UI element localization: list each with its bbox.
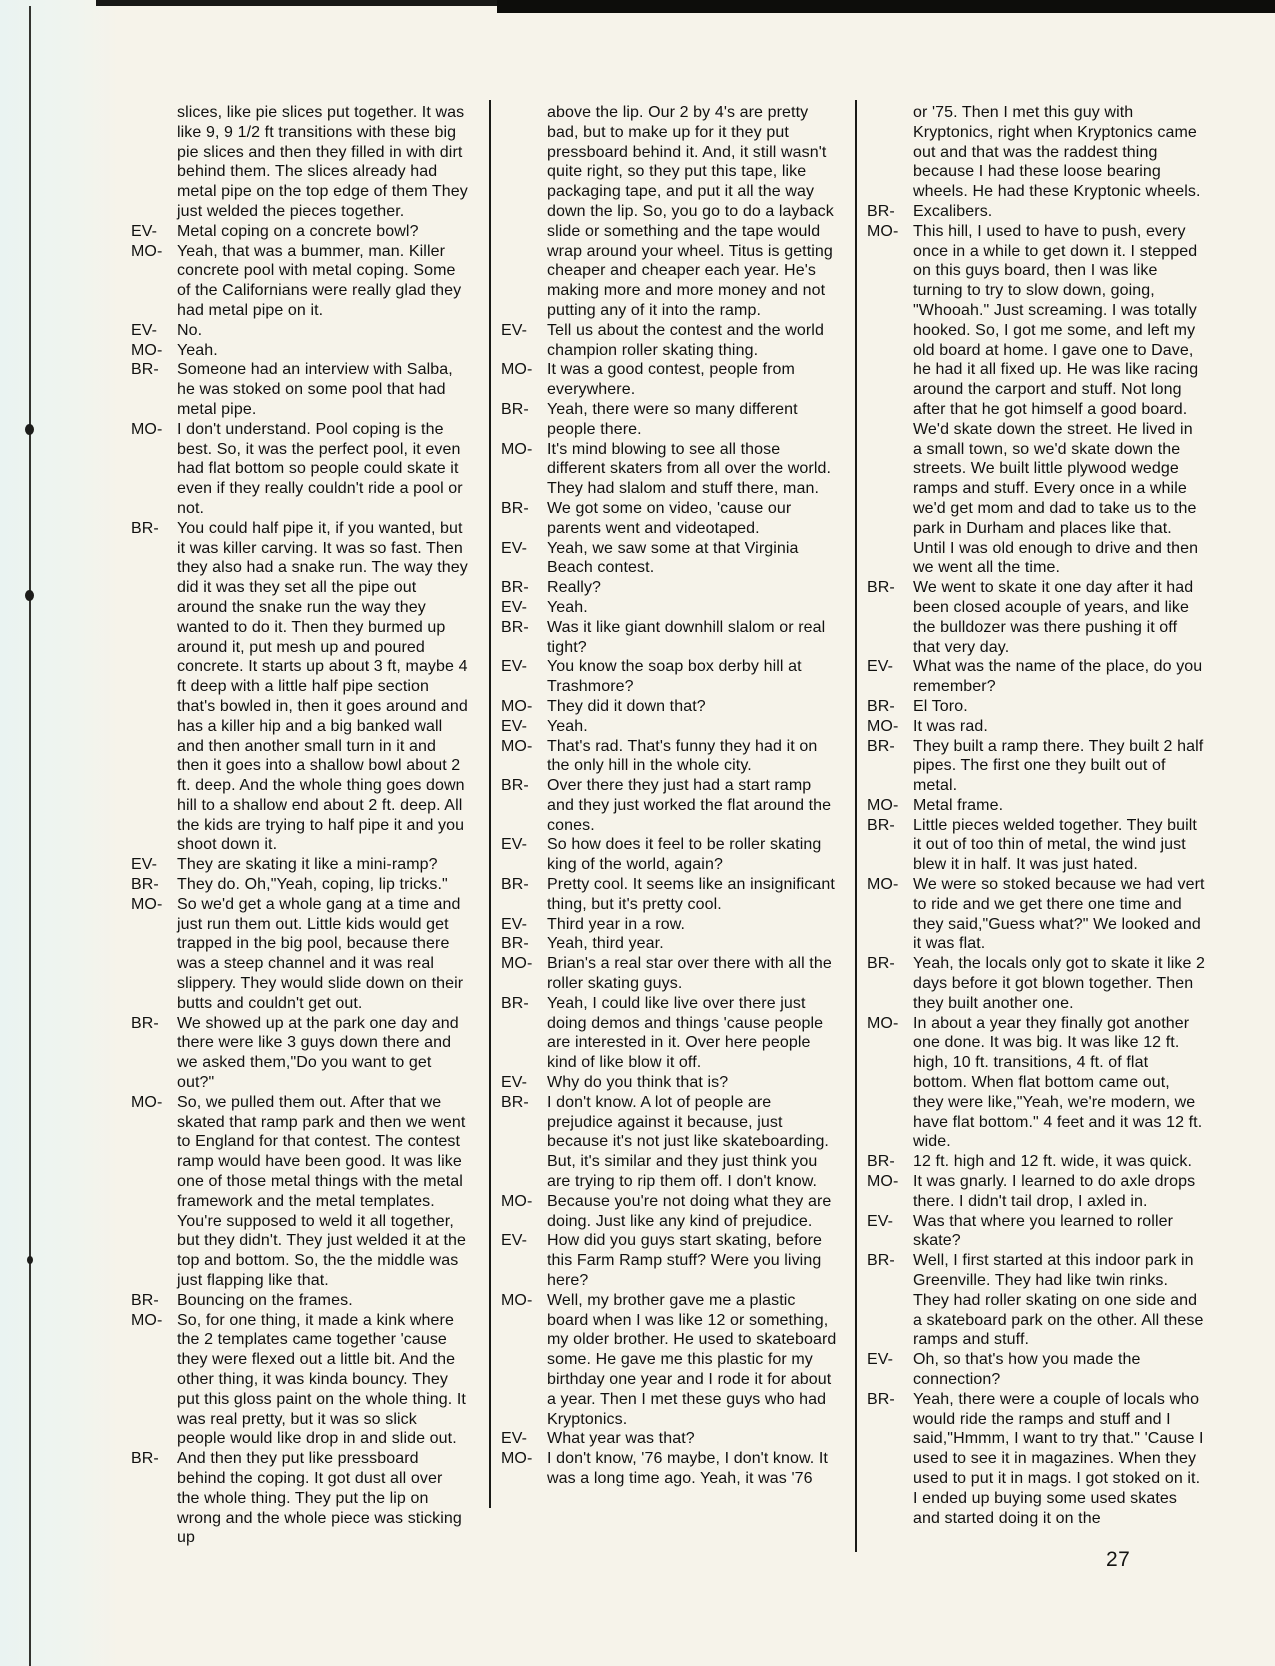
transcript-entry xyxy=(131,242,469,321)
dialogue-text: Was that where you learned to roller skate? xyxy=(913,1212,1174,1250)
transcript-entry xyxy=(501,499,839,539)
dialogue-text: We showed up at the park one day and there were like 3 guys down there and we asked them,"Do you want to get out?" xyxy=(177,1014,459,1092)
transcript-entry xyxy=(131,855,469,875)
dialogue-text: Yeah, there were a couple of locals who would ride the ramps and stuff and I said,"Hmmm, I want to try that." 'Cause I used to see it in magazines. When they used to put it in mags. I got stoked on it. I ended up buying some used skates and started doing it on the xyxy=(913,1390,1204,1527)
dialogue-text: Yeah. xyxy=(177,341,218,359)
transcript-entry xyxy=(867,1350,1205,1390)
transcript-entry xyxy=(501,835,839,875)
transcript-entry xyxy=(131,360,469,419)
speaker-label: BR- xyxy=(501,935,529,953)
dialogue-text: Excalibers. xyxy=(913,202,993,220)
transcript-entry xyxy=(867,875,1205,954)
transcript-entry xyxy=(501,1192,839,1232)
dialogue-text: We went to skate it one day after it had been closed acouple of years, and like the bulldozer was there pushing it off that very day. xyxy=(913,579,1194,656)
transcript-entry xyxy=(867,737,1205,796)
transcript-entry xyxy=(501,717,839,737)
transcript-entry xyxy=(501,697,839,717)
transcript-entry xyxy=(867,1390,1205,1529)
speaker-label: BR- xyxy=(501,777,529,795)
speaker-label: EV- xyxy=(501,321,528,339)
page-number: 27 xyxy=(1106,1548,1131,1571)
speaker-label: BR- xyxy=(501,994,529,1012)
transcript-entry xyxy=(501,915,839,935)
transcript-entry xyxy=(501,1449,839,1489)
dialogue-text: Yeah. xyxy=(547,717,588,735)
transcript-entry xyxy=(867,816,1205,875)
speaker-label: BR- xyxy=(131,876,159,894)
speaker-label: BR- xyxy=(131,1014,159,1032)
dialogue-text: Tell us about the contest and the world champion roller skating thing. xyxy=(547,321,824,359)
speaker-label: MO- xyxy=(867,876,899,894)
transcript-entry xyxy=(501,657,839,697)
transcript-entry xyxy=(501,440,839,499)
spine-ink-blob xyxy=(25,424,34,435)
dialogue-text: Oh, so that's how you made the connection? xyxy=(913,1351,1141,1388)
speaker-label: BR- xyxy=(867,1153,895,1171)
dialogue-text: They are skating it like a mini-ramp? xyxy=(177,856,438,874)
transcript-entry xyxy=(131,420,469,519)
speaker-label: BR- xyxy=(131,1291,159,1309)
dialogue-text: Because you're not doing what they are doing. Just like any kind of prejudice. xyxy=(547,1192,832,1230)
speaker-label: BR- xyxy=(867,202,895,220)
speaker-label: MO- xyxy=(501,1192,533,1210)
transcript-entry xyxy=(131,103,469,222)
transcript-entry xyxy=(131,1311,469,1450)
transcript-entry xyxy=(501,578,839,598)
transcript-entry xyxy=(501,360,839,400)
speaker-label: BR- xyxy=(501,1093,529,1111)
dialogue-text: So how does it feel to be roller skating king of the world, again? xyxy=(547,836,822,874)
transcript-entry xyxy=(867,103,1205,202)
transcript-entry xyxy=(867,697,1205,717)
speaker-label: BR- xyxy=(501,876,529,894)
speaker-label: BR- xyxy=(867,955,895,973)
column-divider xyxy=(855,100,857,1552)
transcript-entry xyxy=(501,776,839,835)
dialogue-text: Little pieces welded together. They built it out of too thin of metal, the wind just blew it in half. It was just hated. xyxy=(913,816,1197,874)
speaker-label: EV- xyxy=(501,836,528,854)
speaker-label: BR- xyxy=(867,579,895,597)
transcript-entry xyxy=(501,875,839,915)
dialogue-text: Yeah, there were so many different people there. xyxy=(547,400,798,438)
dialogue-text: or '75. Then I met this guy with Kryptonics, right when Kryptonics came out and that was the raddest thing because I had these loose bearing wheels. He had these Kryptonic wheels. xyxy=(913,104,1201,201)
transcript-entry xyxy=(501,1093,839,1192)
speaker-label: MO- xyxy=(501,955,533,973)
speaker-label: BR- xyxy=(867,697,895,715)
speaker-label: BR- xyxy=(501,579,529,597)
transcript-entry xyxy=(867,1172,1205,1212)
transcript-entry xyxy=(501,1429,839,1449)
dialogue-text: What year was that? xyxy=(547,1430,695,1448)
dialogue-text: Why do you think that is? xyxy=(547,1074,729,1092)
transcript-entry xyxy=(867,1014,1205,1153)
transcript-column-2 xyxy=(501,103,839,1489)
page-edge-tint xyxy=(0,0,120,1666)
speaker-label: EV- xyxy=(501,717,528,735)
dialogue-text: Someone had an interview with Salba, he was stoked on some pool that had metal pipe. xyxy=(177,361,453,418)
dialogue-text: It was a good contest, people from everywhere. xyxy=(547,361,795,399)
speaker-label: MO- xyxy=(131,1311,163,1329)
dialogue-text: Pretty cool. It seems like an insignificant thing, but it's pretty cool. xyxy=(547,876,835,913)
speaker-label: BR- xyxy=(131,361,159,379)
dialogue-text: So, we pulled them out. After that we skated that ramp park and then we went to England for that contest. The contest ramp would have been good. It was like one of those metal things with the metal framework and the metal templates. You're supposed to weld it all together, but they didn't. They just welded it at the top and bottom. So, the the middle was just flapping like that. xyxy=(177,1093,467,1290)
dialogue-text: It was gnarly. I learned to do axle drops there. I didn't tail drop, I axled in. xyxy=(913,1173,1196,1210)
dialogue-text: That's rad. That's funny they had it on the only hill in the whole city. xyxy=(547,737,818,775)
dialogue-text: Third year in a row. xyxy=(547,915,686,933)
speaker-label: MO- xyxy=(131,242,163,260)
dialogue-text: How did you guys start skating, before this Farm Ramp stuff? Were you living here? xyxy=(547,1232,823,1290)
speaker-label: BR- xyxy=(501,400,529,418)
dialogue-text: This hill, I used to have to push, every once in a while to get down it. I stepped on this guys board, then I was like turning to try to slow down, going, "Whooah." Just screaming. I was totally hooked. So, I got me some, and left my old board at home. I gave one to Dave, he had it all fixed up. He was like racing around the carport and stuff. Not long after that he got himself a good board. We'd skate down the street. He lived in a small town, so we'd skate down the streets. We built little plywood wedge ramps and stuff. Every once in a while we'd get mom and dad to take us to the park in Durham and places like that. Until I was old enough to drive and then we went all the time. xyxy=(913,222,1199,577)
dialogue-text: What was the name of the place, do you remember? xyxy=(913,658,1203,696)
speaker-label: MO- xyxy=(867,796,899,814)
transcript-entry xyxy=(131,1449,469,1548)
speaker-label: BR- xyxy=(131,519,159,537)
dialogue-text: No. xyxy=(177,321,203,339)
dialogue-text: They did it down that? xyxy=(547,697,706,715)
dialogue-text: Well, my brother gave me a plastic board when I was like 12 or something, my older brother. He used to skateboard some. He gave me this plastic for my birthday one year and I rode it for about a year. Then I met these guys who had Kryptonics. xyxy=(547,1291,837,1428)
transcript-entry xyxy=(131,1093,469,1291)
transcript-entry xyxy=(131,875,469,895)
transcript-entry xyxy=(501,103,839,321)
speaker-label: EV- xyxy=(501,658,528,676)
dialogue-text: slices, like pie slices put together. It was like 9, 9 1/2 ft transitions with these big pie slices and then they filled in with dirt behind them. The slices already had metal pipe on the top edge of them They just welded the pieces together. xyxy=(177,104,468,220)
speaker-label: MO- xyxy=(867,1173,899,1191)
transcript-column-3 xyxy=(867,103,1205,1528)
speaker-label: MO- xyxy=(867,1014,899,1032)
dialogue-text: Yeah, that was a bummer, man. Killer concrete pool with metal coping. Some of the Californians were really glad they had metal pipe on it. xyxy=(177,242,462,319)
dialogue-text: above the lip. Our 2 by 4's are pretty bad, but to make up for it they put pressboard behind it. And, it still wasn't quite right, so they put this tape, like packaging tape, and put it all the way down the lip. So, you go to do a layback slide or something and the tape would wrap around your wheel. Titus is getting cheaper and cheaper each year. He's making more and more money and not putting any of it into the ramp. xyxy=(547,104,834,319)
transcript-entry xyxy=(501,994,839,1073)
dialogue-text: Was it like giant downhill slalom or real tight? xyxy=(547,618,826,656)
dialogue-text: Yeah, we saw some at that Virginia Beach contest. xyxy=(547,539,799,577)
spine-line xyxy=(29,6,31,1666)
dialogue-text: I don't understand. Pool coping is the best. So, it was the perfect pool, it even had flat bottom so people could skate it even if they really couldn't ride a pool or not. xyxy=(177,420,463,517)
speaker-label: BR- xyxy=(867,1390,895,1408)
speaker-label: EV- xyxy=(131,856,158,874)
speaker-label: MO- xyxy=(867,717,899,735)
speaker-label: BR- xyxy=(131,1450,159,1468)
transcript-entry xyxy=(501,1073,839,1093)
transcript-entry xyxy=(131,1014,469,1093)
speaker-label: EV- xyxy=(867,658,894,676)
dialogue-text: It's mind blowing to see all those different skaters from all over the world. They had slalom and stuff there, man. xyxy=(547,440,832,498)
transcript-entry xyxy=(131,1291,469,1311)
speaker-label: EV- xyxy=(501,1232,528,1250)
speaker-label: EV- xyxy=(501,915,528,933)
dialogue-text: Yeah. xyxy=(547,598,588,616)
top-edge-scan-bar-thick xyxy=(497,0,1275,13)
speaker-label: EV- xyxy=(131,321,158,339)
speaker-label: MO- xyxy=(501,737,533,755)
transcript-entry xyxy=(501,400,839,440)
dialogue-text: Yeah, I could like live over there just doing demos and things 'cause people are interested in it. Over here people kind of like blow it off. xyxy=(547,994,824,1072)
speaker-label: MO- xyxy=(131,895,163,913)
transcript-entry xyxy=(501,954,839,994)
dialogue-text: In about a year they finally got another one done. It was big. It was like 12 ft. high, 10 ft. transitions, 4 ft. of flat bottom. When flat bottom came out, they were like,"Yeah, we're modern, we have flat bottom." 4 feet and it was 12 ft. wide. xyxy=(913,1014,1203,1151)
transcript-entry xyxy=(501,1291,839,1430)
speaker-label: EV- xyxy=(867,1351,894,1369)
dialogue-text: You could half pipe it, if you wanted, but it was killer carving. It was so fast. Then they also had a snake run. The way they did it was they set all the pipe out around the snake run the way they wanted to do it. Then they burmed up around it, put mesh up and poured concrete. It starts up about 3 ft, maybe 4 ft deep with a little half pipe section that's bowled in, then it goes around and has a killer hip and a big banked wall and then another small turn in it and then it goes into a shallow bowl about 2 ft. deep. And the whole thing goes down hill to a shallow end about 2 ft. deep. All the kids are trying to half pipe it and you shoot down it. xyxy=(177,519,468,854)
transcript-entry xyxy=(501,321,839,361)
transcript-entry xyxy=(867,657,1205,697)
dialogue-text: 12 ft. high and 12 ft. wide, it was quick. xyxy=(913,1153,1193,1171)
spine-ink-blob xyxy=(27,1256,33,1264)
transcript-entry xyxy=(131,519,469,856)
speaker-label: BR- xyxy=(867,1252,895,1270)
transcript-entry xyxy=(501,934,839,954)
dialogue-text: We got some on video, 'cause our parents went and videotaped. xyxy=(547,499,792,537)
speaker-label: MO- xyxy=(131,420,163,438)
speaker-label: EV- xyxy=(131,222,158,240)
transcript-entry xyxy=(867,202,1205,222)
speaker-label: BR- xyxy=(501,499,529,517)
transcript-entry xyxy=(867,578,1205,657)
dialogue-text: It was rad. xyxy=(913,717,988,735)
speaker-label: BR- xyxy=(867,737,895,755)
transcript-entry xyxy=(867,954,1205,1013)
dialogue-text: Metal frame. xyxy=(913,796,1004,814)
spine-ink-blob xyxy=(25,590,34,601)
dialogue-text: Yeah, third year. xyxy=(547,935,664,953)
transcript-entry xyxy=(131,222,469,242)
dialogue-text: They do. Oh,"Yeah, coping, lip tricks." xyxy=(177,876,448,894)
dialogue-text: I don't know. A lot of people are prejudice against it because, just because it's not just like skateboarding. But, it's similar and they just think you are trying to rip them off. I don't know. xyxy=(547,1093,829,1191)
transcript-entry xyxy=(501,539,839,579)
dialogue-text: Really? xyxy=(547,579,602,597)
dialogue-text: We were so stoked because we had vert to ride and we get there one time and they said,"Guess what?" We looked and it was flat. xyxy=(913,876,1205,953)
dialogue-text: Over there they just had a start ramp and they just worked the flat around the cones. xyxy=(547,777,832,834)
dialogue-text: So we'd get a whole gang at a time and just run them out. Little kids would get trapped in the big pool, because there was a steep channel and it was real slippery. They would slide down on their butts and couldn't get out. xyxy=(177,895,464,1012)
dialogue-text: El Toro. xyxy=(913,697,968,715)
speaker-label: EV- xyxy=(501,598,528,616)
transcript-entry xyxy=(131,321,469,341)
speaker-label: MO- xyxy=(501,1291,533,1309)
transcript-entry xyxy=(867,1212,1205,1252)
dialogue-text: Metal coping on a concrete bowl? xyxy=(177,222,419,240)
dialogue-text: Bouncing on the frames. xyxy=(177,1291,353,1309)
transcript-entry xyxy=(131,895,469,1014)
speaker-label: MO- xyxy=(131,1093,163,1111)
speaker-label: EV- xyxy=(501,539,528,557)
speaker-label: MO- xyxy=(501,440,533,458)
dialogue-text: They built a ramp there. They built 2 half pipes. The first one they built out of metal. xyxy=(913,737,1204,795)
transcript-column-1 xyxy=(131,103,469,1548)
dialogue-text: Well, I first started at this indoor park in Greenville. They had like twin rinks. They had roller skating on one side and a skateboard park on the other. All these ramps and stuff. xyxy=(913,1252,1204,1349)
dialogue-text: You know the soap box derby hill at Trashmore? xyxy=(547,658,802,696)
speaker-label: MO- xyxy=(501,1450,533,1468)
speaker-label: MO- xyxy=(501,361,533,379)
speaker-label: MO- xyxy=(131,341,163,359)
speaker-label: MO- xyxy=(867,222,899,240)
transcript-entry xyxy=(501,737,839,777)
transcript-entry xyxy=(501,1231,839,1290)
transcript-entry xyxy=(131,341,469,361)
speaker-label: EV- xyxy=(501,1430,528,1448)
transcript-entry xyxy=(867,1251,1205,1350)
speaker-label: EV- xyxy=(501,1074,528,1092)
speaker-label: BR- xyxy=(867,816,895,834)
dialogue-text: Yeah, the locals only got to skate it like 2 days before it got blown together. Then they built another one. xyxy=(913,955,1205,1012)
transcript-entry xyxy=(501,598,839,618)
transcript-entry xyxy=(867,222,1205,578)
speaker-label: BR- xyxy=(501,618,529,636)
dialogue-text: Brian's a real star over there with all the roller skating guys. xyxy=(547,955,832,993)
speaker-label: EV- xyxy=(867,1212,894,1230)
transcript-entry xyxy=(501,618,839,658)
dialogue-text: So, for one thing, it made a kink where the 2 templates came together 'cause they were flexed out a little bit. And the other thing, it was kinda bouncy. They put this gloss paint on the whole thing. It was real pretty, but it was so slick people would like drop in and slide out. xyxy=(177,1311,466,1448)
dialogue-text: I don't know, '76 maybe, I don't know. It was a long time ago. Yeah, it was '76 xyxy=(547,1450,828,1487)
transcript-entry xyxy=(867,1152,1205,1172)
transcript-entry xyxy=(867,796,1205,816)
transcript-entry xyxy=(867,717,1205,737)
column-divider xyxy=(489,100,491,1508)
dialogue-text: And then they put like pressboard behind the coping. It got dust all over the whole thing. They put the lip on wrong and the whole piece was sticking up xyxy=(177,1450,462,1547)
speaker-label: MO- xyxy=(501,697,533,715)
